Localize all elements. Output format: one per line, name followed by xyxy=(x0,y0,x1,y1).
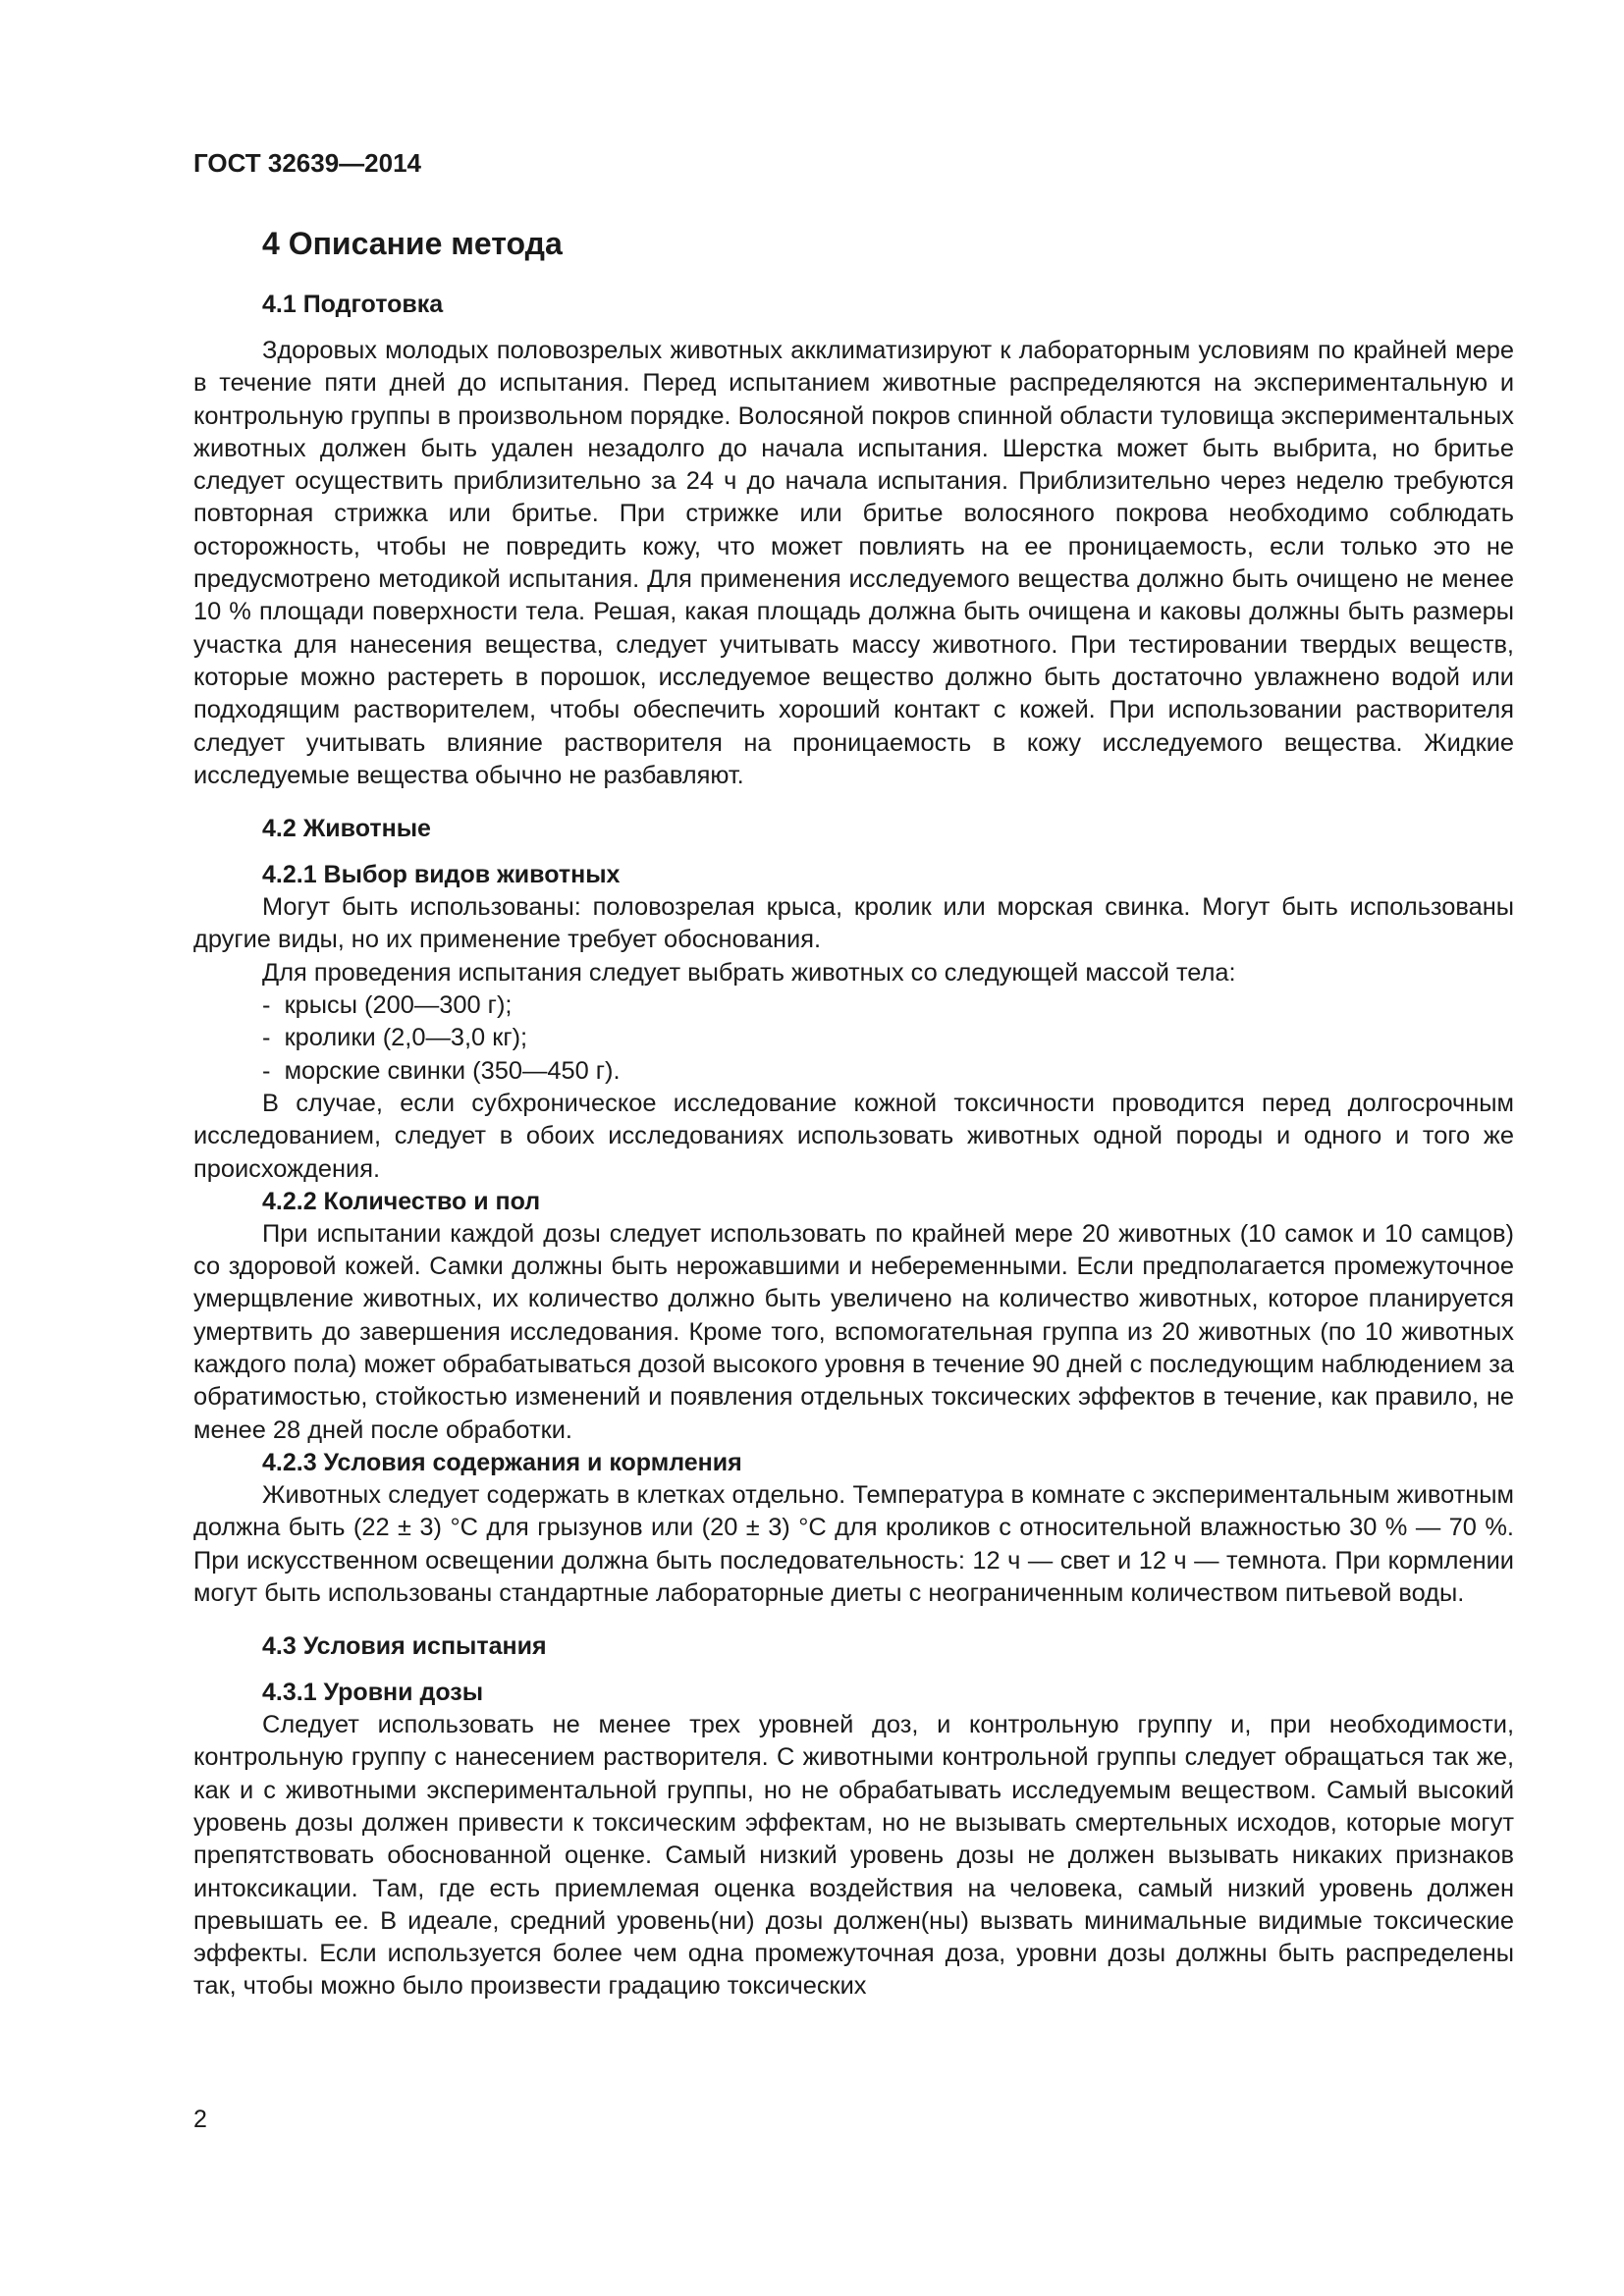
subsection-4-3-title: 4.3 Условия испытания xyxy=(262,1632,547,1661)
list-item: - кролики (2,0—3,0 кг); xyxy=(193,1022,1514,1054)
list-item: - крысы (200—300 г); xyxy=(193,989,1514,1022)
subsection-4-2-1-paragraph-2: Для проведения испытания следует выбрать животных со следующей массой тела: xyxy=(262,958,1236,987)
subsection-4-2-1-paragraph-3: В случае, если субхроническое исследование кожной токсичности проводится перед долгосрочным исследованием, следует в обоих исследованиях использовать животных одной породы и одного и того же происхождения. xyxy=(193,1089,1514,1183)
body-mass-list xyxy=(193,989,1514,1088)
subsection-4-2-1-paragraph-1: Могут быть использованы: половозрелая крыса, кролик или морская свинка. Могут быть использованы другие виды, но их применение требует обоснования. xyxy=(193,893,1514,954)
subsection-4-2-3-title: 4.2.3 Условия содержания и кормления xyxy=(262,1448,742,1476)
subsection-4-3-1-title: 4.3.1 Уровни дозы xyxy=(262,1679,484,1707)
document-page xyxy=(193,147,1514,2003)
standard-header: ГОСТ 32639—2014 xyxy=(193,148,421,178)
subsection-4-2-title: 4.2 Животные xyxy=(262,815,431,843)
subsection-4-2-1-title: 4.2.1 Выбор видов животных xyxy=(262,861,621,889)
list-item: - морские свинки (350—450 г). xyxy=(193,1055,1514,1088)
subsection-4-3-1-paragraph: Следует использовать не менее трех уровней доз, и контрольную группу и, при необходимости, контрольную группу с нанесением растворителя. С животными контрольной группы следует обращаться так же, как и с животными экспериментальной группы, но не обрабатывать исследуемым веществом. Самый высокий уровень дозы должен привести к токсическим эффектам, но не вызывать смертельных исходов, которые могут препятствовать обоснованной оценке. Самый низкий уровень дозы не должен вызывать никаких признаков интоксикации. Там, где есть приемлемая оценка воздействия на человека, самый низкий уровень должен превышать ее. В идеале, средний уровень(ни) дозы должен(ны) вызвать минимальные видимые токсические эффекты. Если используется более чем одна промежуточная доза, уровни дозы должны быть распределены так, чтобы можно было произвести градацию токсических xyxy=(193,1711,1514,2001)
subsection-4-2-3-paragraph: Животных следует содержать в клетках отдельно. Температура в комнате с экспериментальным животным должна быть (22 ± 3) °С для грызунов или (20 ± 3) °С для кроликов с относительной влажностью 30 % — 70 %. При искусственном освещении должна быть последовательность: 12 ч — свет и 12 ч — темнота. При кормлении могут быть использованы стандартные лабораторные диеты с неограниченным количеством питьевой воды. xyxy=(193,1480,1514,1607)
page-number: 2 xyxy=(193,2106,207,2133)
section-title: 4 Описание метода xyxy=(262,226,563,261)
subsection-4-1-paragraph: Здоровых молодых половозрелых животных акклиматизируют к лабораторным условиям по крайней мере в течение пяти дней до испытания. Перед испытанием животные распределяются на экспериментальную и контрольную группы в произвольном порядке. Волосяной покров спинной области туловища экспериментальных животных должен быть удален незадолго до начала испытания. Шерстка может быть выбрита, но бритье следует осуществить приблизительно за 24 ч до начала испытания. Приблизительно через неделю требуются повторная стрижка или бритье. При стрижке или бритье волосяного покрова необходимо соблюдать осторожность, чтобы не повредить кожу, что может повлиять на ее проницаемость, если только это не предусмотрено методикой испытания. Для применения исследуемого вещества должно быть очищено не менее 10 % площади поверхности тела. Решая, какая площадь должна быть очищена и каковы должны быть размеры участка для нанесения вещества, следует учитывать массу животного. При тестировании твердых веществ, которые можно растереть в порошок, исследуемое вещество должно быть достаточно увлажнено водой или подходящим растворителем, чтобы обеспечить хороший контакт с кожей. При использовании растворителя следует учитывать влияние растворителя на проницаемость в кожу исследуемого вещества. Жидкие исследуемые вещества обычно не разбавляют. xyxy=(193,337,1514,789)
subsection-4-1-title: 4.1 Подготовка xyxy=(262,291,444,318)
subsection-4-2-2-paragraph: При испытании каждой дозы следует использовать по крайней мере 20 животных (10 самок и 10 самцов) со здоровой кожей. Самки должны быть нерожавшими и небеременными. Если предполагается промежуточное умерщвление животных, их количество должно быть увеличено на количество животных, которое планируется умертвить до завершения исследования. Кроме того, вспомогательная группа из 20 животных (по 10 животных каждого пола) может обрабатываться дозой высокого уровня в течение 90 дней с последующим наблюдением за обратимостью, стойкостью изменений и появления отдельных токсических эффектов в течение, как правило, не менее 28 дней после обработки. xyxy=(193,1219,1514,1444)
subsection-4-2-2-title: 4.2.2 Количество и пол xyxy=(262,1187,541,1215)
